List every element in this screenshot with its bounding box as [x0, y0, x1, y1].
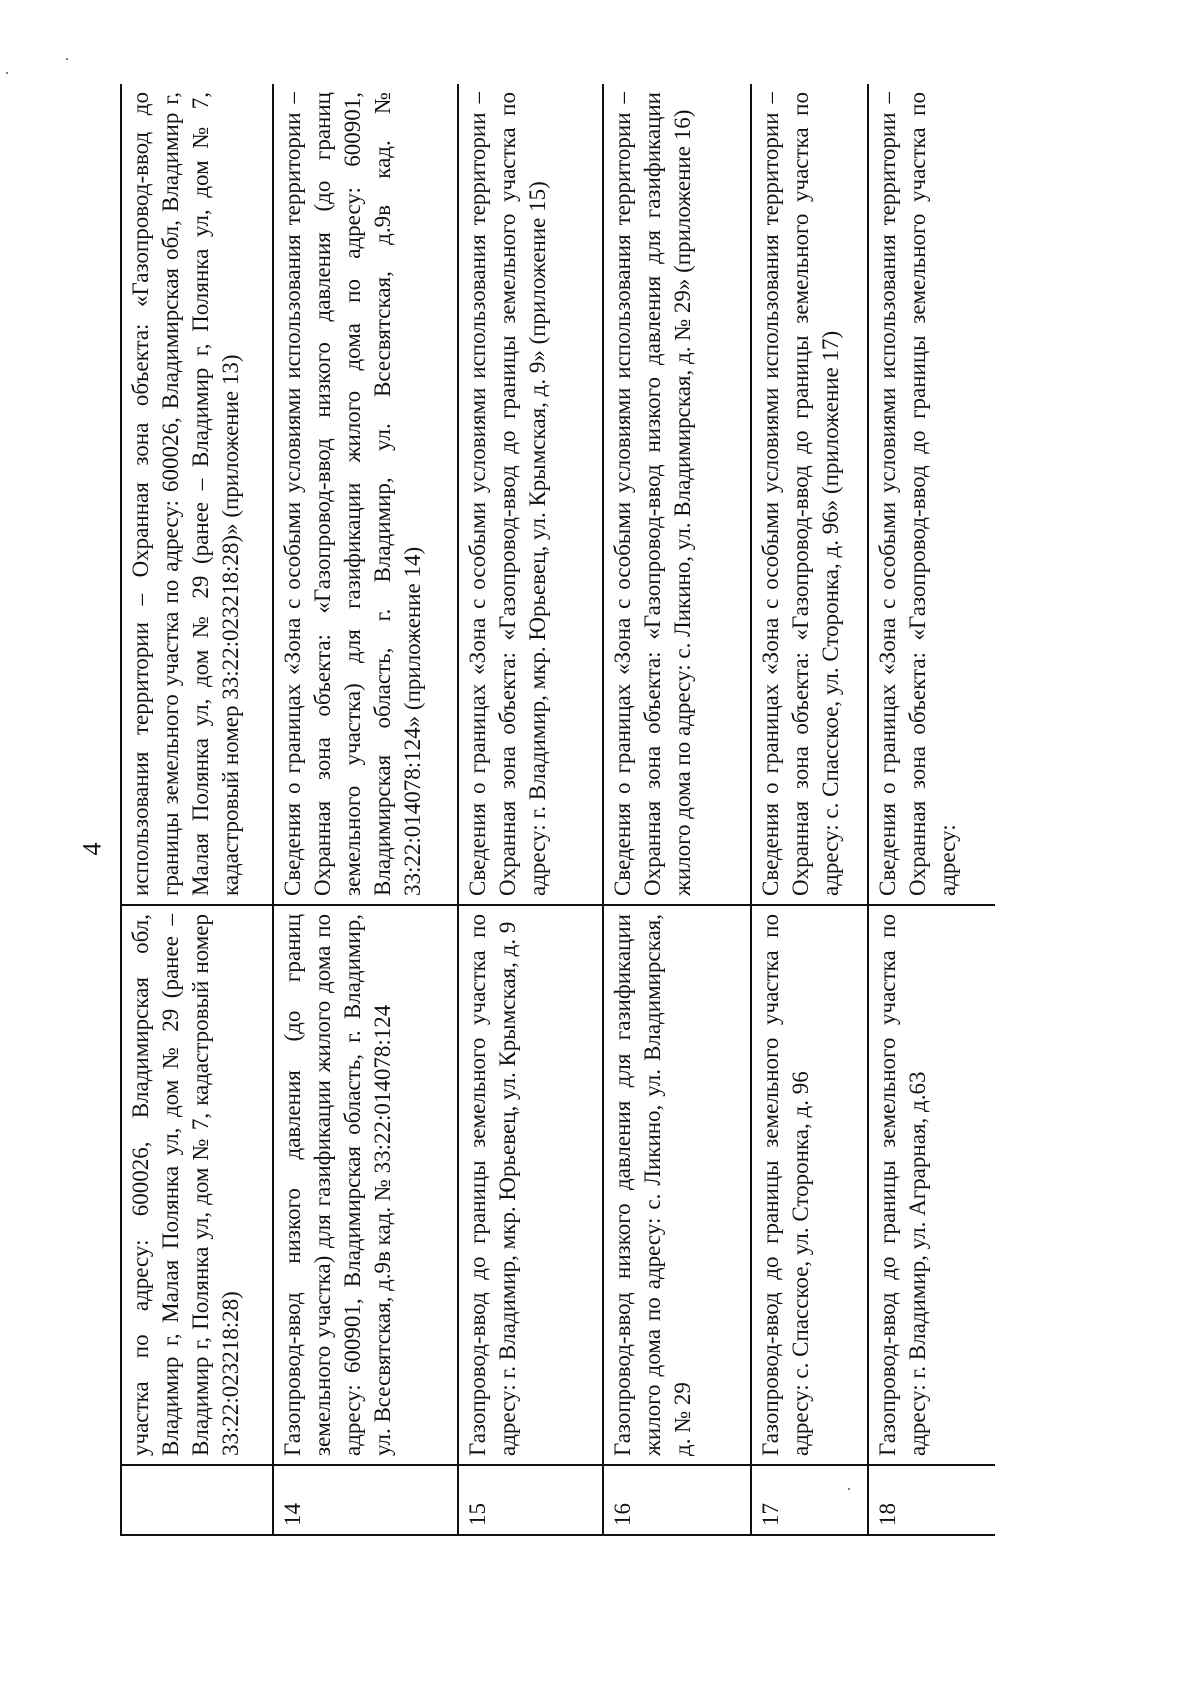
object-description: Газопровод-ввод низкого давления (до границ земельного участка) для газификации жилого дома по адресу: 600901, Владимирская область, г. Владимир, ул. Всесвятская, д.9в кад. № 33:22:014078:124	[273, 905, 458, 1465]
rotated-table-container	[120, 84, 995, 1536]
zones-table	[120, 84, 995, 1536]
document-table-area	[120, 84, 995, 1536]
object-description: Газопровод-ввод до границы земельного участка по адресу: г. Владимир, мкр. Юрьевец, ул. Крымская, д. 9	[458, 905, 603, 1465]
zone-info: Сведения о границах «Зона с особыми условиями использования территории – Охранная зона объекта: «Газопровод-ввод низкого давления для газификации жилого дома по адресу: с. Ликино, ул. Владимирская, д. № 29» (приложение 16)	[603, 84, 751, 905]
table-row	[868, 84, 995, 1535]
object-description: Газопровод-ввод до границы земельного участка по адресу: г. Владимир, ул. Аграрная, д.63	[868, 905, 995, 1465]
table-row	[458, 84, 603, 1535]
object-description: участка по адресу: 600026, Владимирская обл, Владимир г, Малая Полянка ул, дом № 29 (ранее – Владимир г, Полянка ул, дом № 7, кадастровый номер 33:22:023218:28)	[121, 905, 273, 1465]
object-description: Газопровод-ввод низкого давления для газификации жилого дома по адресу: с. Ликино, ул. Владимирская, д. № 29	[603, 905, 751, 1465]
row-number: 14	[273, 1465, 458, 1535]
row-number: 16	[603, 1465, 751, 1535]
zone-info: Сведения о границах «Зона с особыми условиями использования территории – Охранная зона объекта: «Газопровод-ввод до границы земельного участка по адресу: с. Спасское, ул. Сторонка, д. 96» (приложение 17)	[751, 84, 868, 905]
table-row	[121, 84, 273, 1535]
object-description: Газопровод-ввод до границы земельного участка по адресу: с. Спасское, ул. Сторонка, д. 96	[751, 905, 868, 1465]
table-row	[603, 84, 751, 1535]
table-row	[751, 84, 868, 1535]
scan-speck	[6, 72, 8, 74]
scan-speck	[66, 58, 68, 60]
zone-info: Сведения о границах «Зона с особыми условиями использования территории – Охранная зона объекта: «Газопровод-ввод низкого давления (до границ земельного участка) для газификации жилого дома по адресу: 600901, Владимирская область, г. Владимир, ул. Всесвятская, д.9в кад. № 33:22:014078:124» (приложение 14)	[273, 84, 458, 905]
zone-info: использования территории – Охранная зона объекта: «Газопровод-ввод до границы земельного участка по адресу: 600026, Владимирская обл, Владимир г, Малая Полянка ул, дом № 29 (ранее – Владимир г, Полянка ул, дом № 7, кадастровый номер 33:22:023218:28)» (приложение 13)	[121, 84, 273, 905]
table-row	[273, 84, 458, 1535]
zone-info: Сведения о границах «Зона с особыми условиями использования территории – Охранная зона объекта: «Газопровод-ввод до границы земельного участка по адресу: г. Владимир, мкр. Юрьевец, ул. Крымская, д. 9» (приложение 15)	[458, 84, 603, 905]
zone-info: Сведения о границах «Зона с особыми условиями использования территории – Охранная зона объекта: «Газопровод-ввод до границы земельного участка по адресу:	[868, 84, 995, 905]
row-number	[121, 1465, 273, 1535]
page-number: 4	[77, 842, 107, 856]
row-number: 15	[458, 1465, 603, 1535]
row-number: 17	[751, 1465, 868, 1535]
row-number: 18	[868, 1465, 995, 1535]
